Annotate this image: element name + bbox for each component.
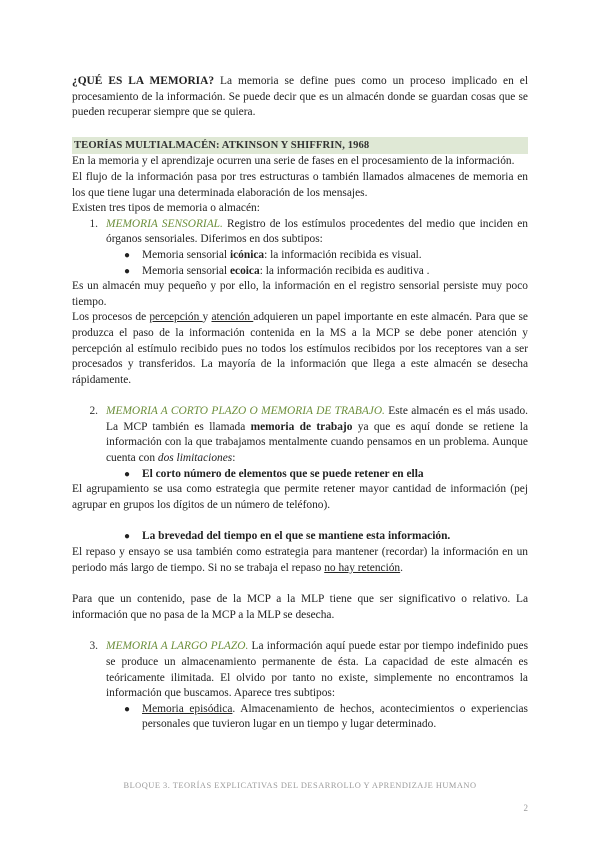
item-title: MEMORIA SENSORIAL. xyxy=(106,217,223,230)
paragraph-5: Los procesos de percepción y atención adquieren un papel importante en este almacén. Para que se produzca el paso de la información contenida en la MS a la MCP se debe poner atención y percepción al estímulo recibido pues no todos los estímulos recibidos por los receptores van a ser procesados y transferidos. La mayoría de la información que llega a este almacén se desecha rápidamente. xyxy=(72,311,528,386)
item-title: MEMORIA A CORTO PLAZO O MEMORIA DE TRABAJO. xyxy=(106,405,385,418)
section-title: TEORÍAS MULTIALMACÉN: ATKINSON Y SHIFFRIN, 1968 xyxy=(72,137,528,155)
item-number: 2. xyxy=(89,405,98,418)
bullet-dot-icon: ● xyxy=(124,265,131,277)
paragraph-1: En la memoria y el aprendizaje ocurren una serie de fases en el procesamiento de la información. xyxy=(72,155,515,168)
bullet-echoic: ● Memoria sensorial ecoica: la información recibida es auditiva . xyxy=(124,264,528,280)
item-title: MEMORIA A LARGO PLAZO. xyxy=(106,640,249,653)
bullet-dot-icon: ● xyxy=(124,468,131,480)
page-number: 2 xyxy=(523,803,528,813)
bullet-episodic: ● Memoria episódica. Almacenamiento de hechos, acontecimientos o experiencias personales que tuvieron lugar en un tiempo y lugar determinado. xyxy=(124,702,528,733)
paragraph-2: El flujo de la información pasa por tres estructuras o también llamados almacenes de memoria en los que tiene lugar una determinada elaboración de los mensajes. xyxy=(72,170,528,199)
document-body xyxy=(72,74,528,733)
paragraph-6: El agrupamiento se usa como estrategia que permite retener mayor cantidad de información (pej agrupar en grupos los dígitos de un número de teléfono). xyxy=(72,483,528,511)
item-text: Registro de los estímulos procedentes del medio que inciden en órganos sensoriales. Diferimos en dos subtipos: xyxy=(106,217,528,246)
bullet-dot-icon: ● xyxy=(124,249,131,261)
bullet-limitation-2: ● La brevedad del tiempo en el que se mantiene esta información. xyxy=(124,529,528,545)
page-footer: BLOQUE 3. TEORÍAS EXPLICATIVAS DEL DESARROLLO Y APRENDIZAJE HUMANO xyxy=(123,781,477,790)
list-item-sensory xyxy=(72,217,528,248)
bullet-limitation-1: ● El corto número de elementos que se puede retener en ella xyxy=(124,467,528,483)
intro-paragraph xyxy=(72,74,528,121)
intro-text: La memoria se define pues como un proceso implicado en el procesamiento de la información. Se puede decir que es un almacén donde se guardan cosas que se pueden recuperar siempre que se quiera. xyxy=(72,75,528,119)
item-number: 1. xyxy=(89,217,98,230)
item-number: 3. xyxy=(89,640,98,653)
paragraph-4: Es un almacén muy pequeño y por ello, la información en el registro sensorial persiste muy poco tiempo. xyxy=(72,280,528,308)
list-item-short-term: 2. MEMORIA A CORTO PLAZO O MEMORIA DE TRABAJO. Este almacén es el más usado. La MCP también es llamada memoria de trabajo ya que es aquí donde se retiene la información con la que trabajamos mentalmente cuando pensamos en un problema. Aunque cuenta con dos limitaciones: xyxy=(72,404,528,466)
paragraph-7: El repaso y ensayo se usa también como estrategia para mantener (recordar) la información en un periodo más largo de tiempo. Si no se trabaja el repaso no hay retención. xyxy=(72,546,528,574)
intro-question: ¿QUÉ ES LA MEMORIA? xyxy=(72,75,215,87)
bullet-iconic: ● Memoria sensorial icónica: la información recibida es visual. xyxy=(124,248,528,264)
bullet-dot-icon: ● xyxy=(124,531,131,543)
paragraph-3: Existen tres tipos de memoria o almacén: xyxy=(72,202,260,215)
bullet-dot-icon: ● xyxy=(124,703,131,715)
list-item-long-term: 3. MEMORIA A LARGO PLAZO. La información aquí puede estar por tiempo indefinido pues se produce un almacenamiento permanente de ésta. La capacidad de este almacén es teóricamente ilimitada. El olvido por tanto no existe, simplemente no encontramos la información que buscamos. Aparece tres subtipos: xyxy=(72,639,528,701)
paragraph-8: Para que un contenido, pase de la MCP a la MLP tiene que ser significativo o relativo. La información que no pasa de la MCP a la MLP se desecha. xyxy=(72,593,528,621)
